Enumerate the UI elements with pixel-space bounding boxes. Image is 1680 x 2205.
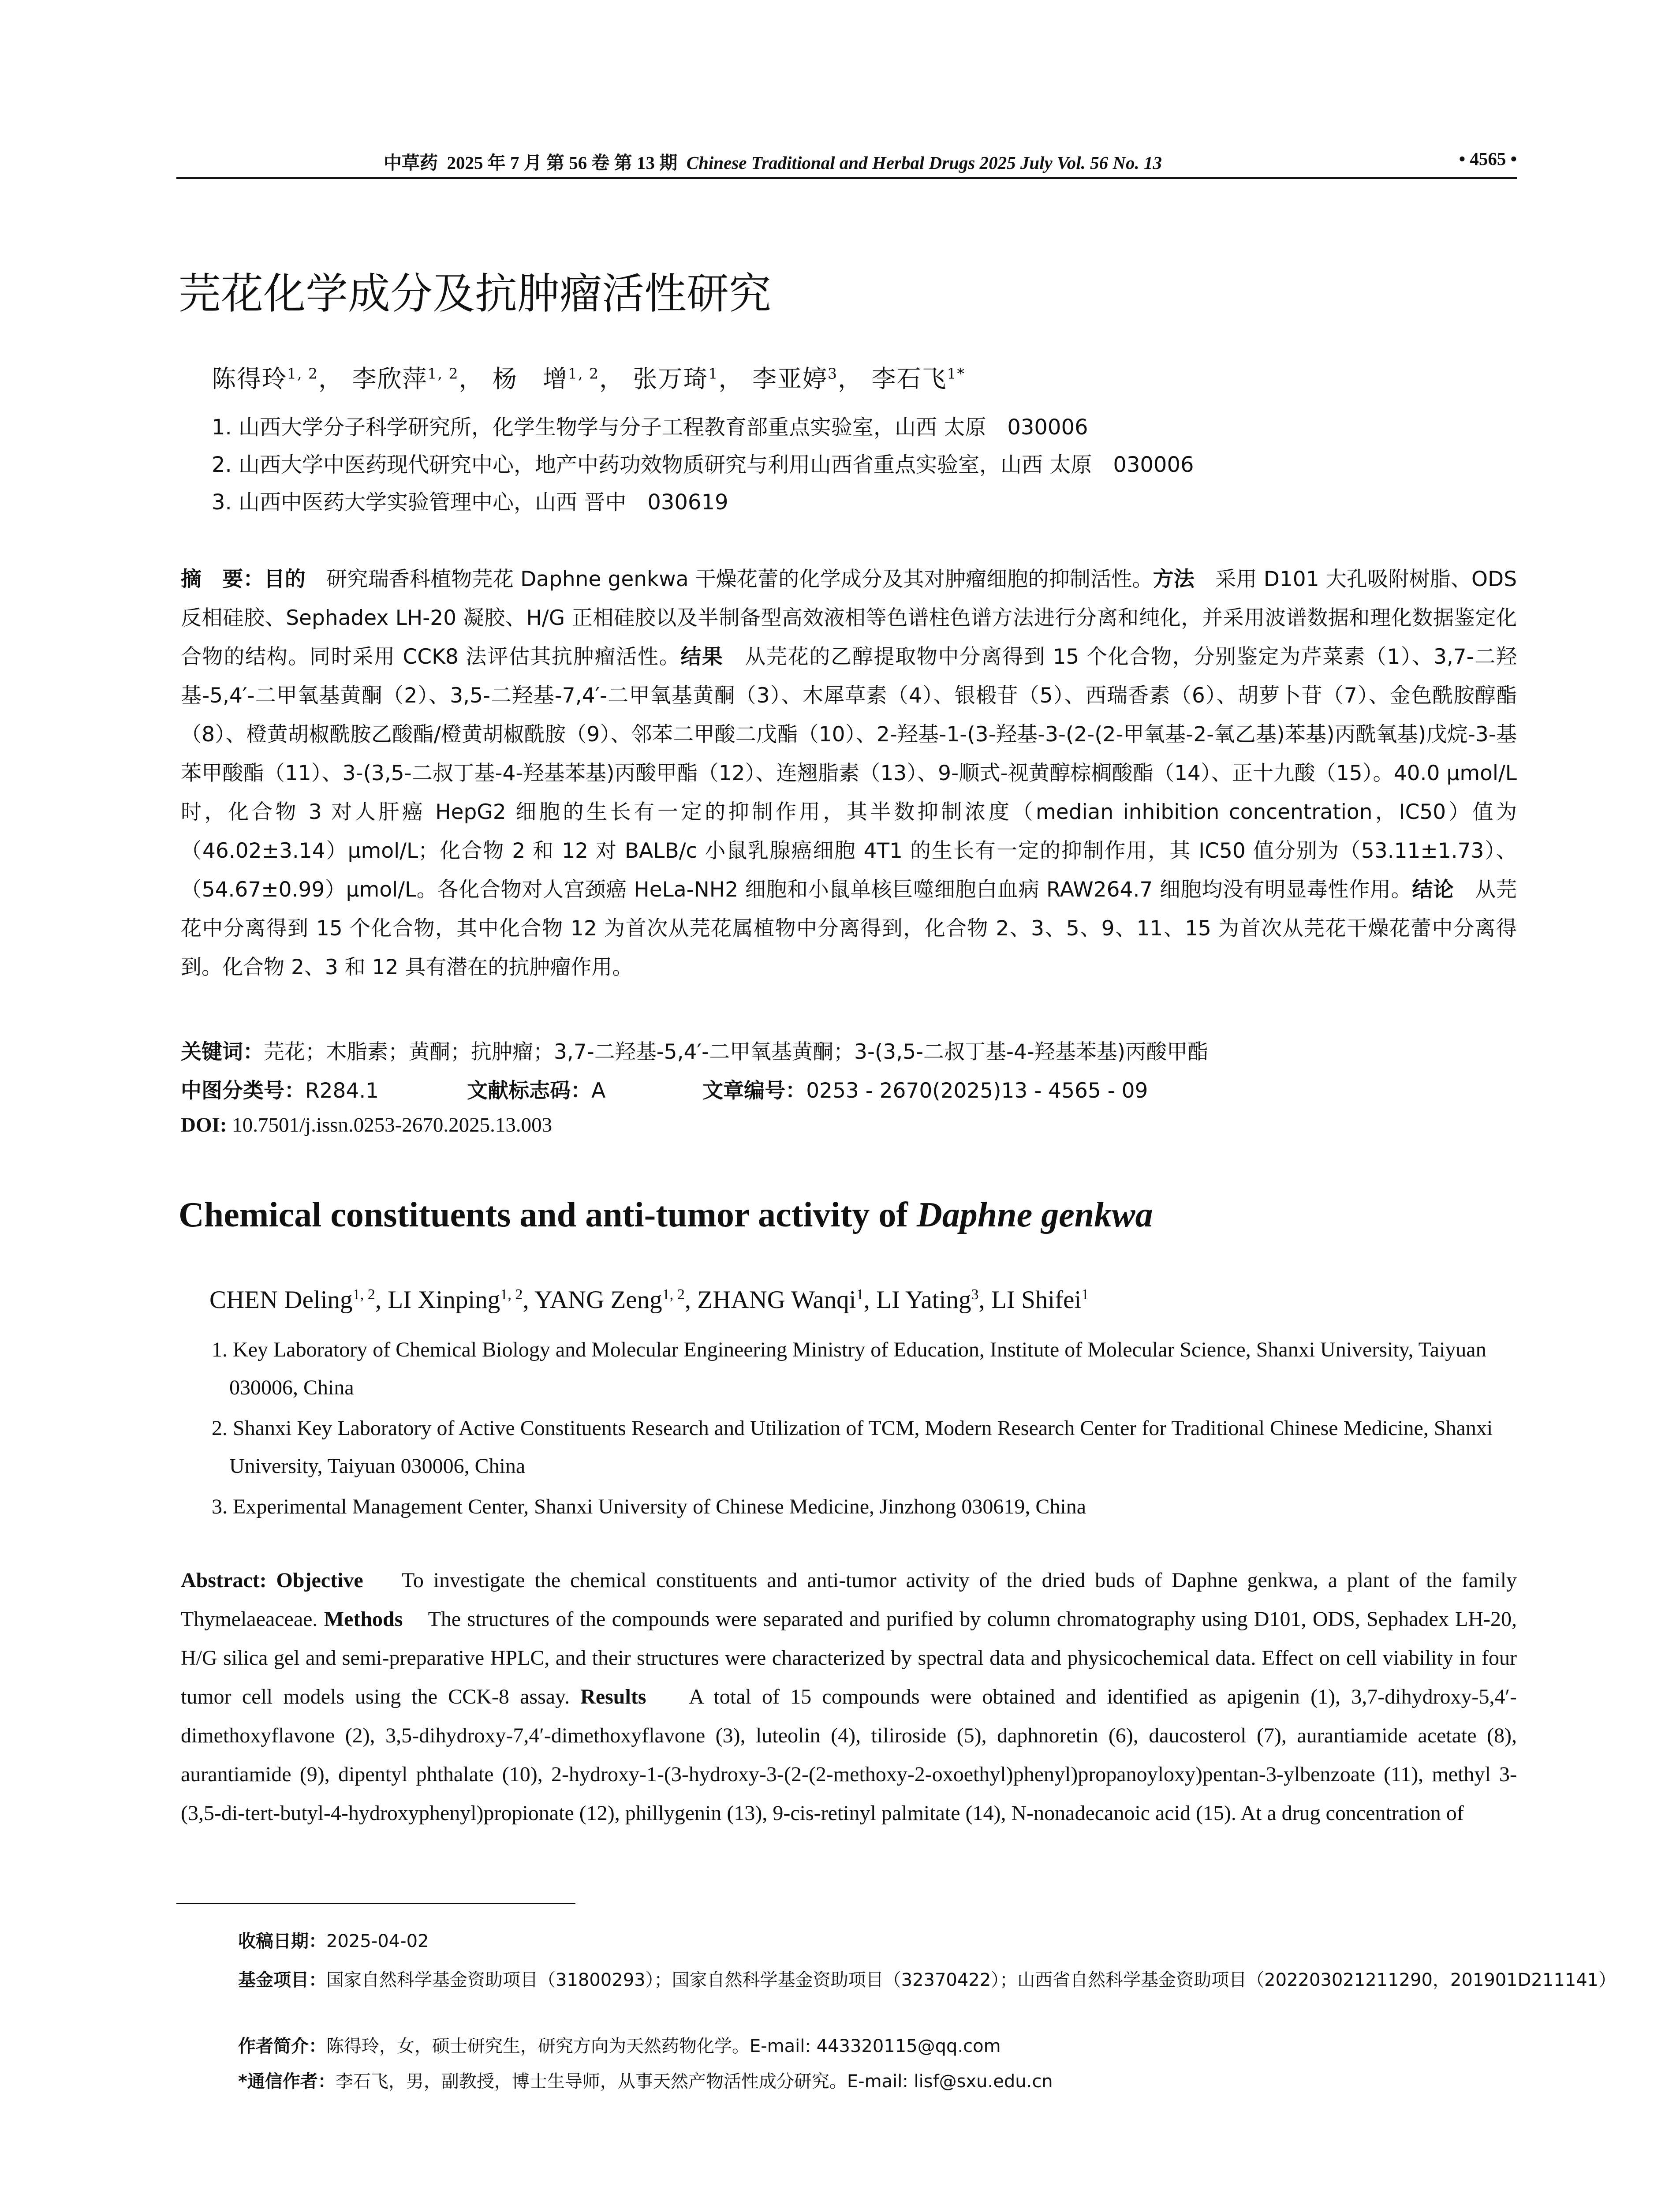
author: 张万琦$^1$ (633, 365, 719, 393)
affiliation-cn-3: 3. 山西中医药大学实验管理中心，山西 晋中 030619 (212, 490, 728, 515)
author: 陈得玲$^{1, 2}$ (212, 365, 318, 393)
footnote-received: 收稿日期：2025-04-02 (238, 1931, 429, 1951)
keywords-cn: 关键词：芫花；木脂素；黄酮；抗肿瘤；3,7-二羟基-5,4′-二甲氧基黄酮；3-(3,5-二叔丁基-4-羟基苯基)丙酸甲酯 (181, 1040, 1209, 1064)
classification: 中图分类号：R284.1 文献标志码：A 文章编号：0253 - 2670(2025)13 - 4565 - 09 (181, 1079, 1148, 1103)
affiliation-cn-1: 1. 山西大学分子科学研究所，化学生物学与分子工程教育部重点实验室，山西 太原 030006 (212, 415, 1088, 440)
journal-name-en: Chinese Traditional and Herbal Drugs 2025 July Vol. 56 No. 13 (686, 153, 1162, 173)
author: CHEN Deling$^{1, 2}$ (209, 1286, 375, 1314)
title-cn: 芫花化学成分及抗肿瘤活性研究 (179, 269, 771, 318)
running-header (176, 146, 1517, 177)
footnote-rule (176, 1903, 575, 1904)
header-journal (384, 148, 1162, 174)
page-number: • 4565 • (1459, 149, 1517, 169)
author: 杨 增$^{1, 2}$ (492, 365, 599, 393)
author: YANG Zeng$^{1, 2}$ (534, 1286, 685, 1314)
author: 李欣萍$^{1, 2}$ (352, 365, 459, 393)
abstract-en: Abstract: Objective To investigate the chemical constituents and anti-tumor activity of the dried buds of Daphne genkwa, a plant of the family Thymelaeaceae. Methods The structures of the compounds were separated and purified by column chromatography using D101, ODS, Sephadex LH-20, H/G silica gel and semi-preparative HPLC, and their structures were characterized by spectral data and physicochemical data. Effect on cell viability in four tumor cell models using the CCK-8 assay. Results A total of 15 compounds were obtained and identified as apigenin (1), 3,7-dihydroxy-5,4′-dimethoxyflavone (2), 3,5-dihydroxy-7,4′-dimethoxyflavone (3), luteolin (4), tiliroside (5), daphnoretin (6), daucosterol (7), aurantiamide acetate (8), aurantiamide (9), dipentyl phthalate (10), 2-hydroxy-1-(3-hydroxy-3-(2-(2-methoxy-2-oxoethyl)phenyl)propanoyloxy)pentan-3-ylbenzoate (11), methyl 3-(3,5-di-tert-butyl-4-hydroxyphenyl)propionate (12), phillygenin (13), 9-cis-retinyl palmitate (14), N-nonadecanoic acid (15). At a drug concentration of (181, 1569, 1517, 1825)
doi: DOI: 10.7501/j.issn.0253-2670.2025.13.003 (181, 1114, 553, 1136)
author: 李石飞$^{1*}$ (871, 365, 965, 393)
journal-name-cn: 中草药 (384, 153, 438, 173)
abstract-cn: 摘 要：目的 研究瑞香科植物芫花 Daphne genkwa 干燥花蕾的化学成分及其对肿瘤细胞的抑制活性。方法 采用 D101 大孔吸附树脂、ODS 反相硅胶、Sephadex LH-20 凝胶、H/G 正相硅胶以及半制备型高效液相等色谱柱色谱方法进行分离和纯化，并采用波谱数据和理化数据鉴定化合物的结构。同时采用 CCK8 法评估其抗肿瘤活性。结果 从芫花的乙醇提取物中分离得到 15 个化合物，分别鉴定为芹菜素（1）、3,7-二羟基-5,4′-二甲氧基黄酮（2）、3,5-二羟基-7,4′-二甲氧基黄酮（3）、木犀草素（4）、银椴苷（5）、西瑞香素（6）、胡萝卜苷（7）、金色酰胺醇酯（8）、橙黄胡椒酰胺乙酸酯/橙黄胡椒酰胺（9）、邻苯二甲酸二戊酯（10）、2-羟基-1-(3-羟基-3-(2-(2-甲氧基-2-氧乙基)苯基)丙酰氧基)戊烷-3-基苯甲酸酯（11）、3-(3,5-二叔丁基-4-羟基苯基)丙酸甲酯（12）、连翘脂素（13）、9-顺式-视黄醇棕榈酸酯（14）、正十九酸（15）。40.0 μmol/L 时，化合物 3 对人肝癌 HepG2 细胞的生长有一定的抑制作用，其半数抑制浓度（median inhibition concentration，IC50）值为（46.02±3.14）μmol/L；化合物 2 和 12 对 BALB/c 小鼠乳腺癌细胞 4T1 的生长有一定的抑制作用，其 IC50 值分别为（53.11±1.73）、（54.67±0.99）μmol/L。各化合物对人宫颈癌 HeLa-NH2 细胞和小鼠单核巨噬细胞白血病 RAW264.7 细胞均没有明显毒性作用。结论 从芫花中分离得到 15 个化合物，其中化合物 12 为首次从芫花属植物中分离得到，化合物 2、3、5、9、11、15 为首次从芫花干燥花蕾中分离得到。化合物 2、3 和 12 具有潜在的抗肿瘤作用。 (181, 567, 1517, 979)
affiliation-en-3: 3. Experimental Management Center, Shanxi University of Chinese Medicine, Jinzhong 030619, China (212, 1495, 1086, 1518)
author: LI Xinping$^{1, 2}$ (388, 1286, 523, 1314)
footnote-author-bio: 作者简介：陈得玲，女，硕士研究生，研究方向为天然药物化学。E-mail: 443320115@qq.com (238, 2036, 1001, 2056)
footnote-funding: 基金项目：国家自然科学基金资助项目（31800293）；国家自然科学基金资助项目（32370422）；山西省自然科学基金资助项目（202203021211290，201901D211141） (238, 1970, 1617, 1990)
issue-cn: 2025 年 7 月 第 56 卷 第 13 期 (447, 153, 678, 173)
affiliation-cn-2: 2. 山西大学中医药现代研究中心，地产中药功效物质研究与利用山西省重点实验室，山西 太原 030006 (212, 452, 1194, 477)
author: 李亚婷$^3$ (752, 365, 838, 393)
header-rule (176, 177, 1517, 179)
footnote-corresponding: *通信作者：李石飞，男，副教授，博士生导师，从事天然产物活性成分研究。E-mail: lisf@sxu.edu.cn (238, 2071, 1053, 2092)
author: LI Yating$^3$ (876, 1286, 979, 1314)
title-en: Chemical constituents and anti-tumor activity of Daphne genkwa (179, 1196, 1153, 1234)
authors-en: CHEN Deling$^{1, 2}$, LI Xinping$^{1, 2}$, YANG Zeng$^{1, 2}$, ZHANG Wanqi$^1$, LI Yating$^3$, LI Shifei$^1$ (209, 1286, 1089, 1314)
authors-cn: 陈得玲$^{1, 2}$， 李欣萍$^{1, 2}$， 杨 增$^{1, 2}$， 张万琦$^1$， 李亚婷$^3$， 李石飞$^{1*}$ (212, 365, 965, 393)
author: LI Shifei$^1$ (991, 1286, 1089, 1314)
affiliation-en-1: 1. Key Laboratory of Chemical Biology and Molecular Engineering Ministry of Education, Institute of Molecular Science, Shanxi University, Taiyuan 030006, China (212, 1338, 1486, 1399)
affiliation-en-2: 2. Shanxi Key Laboratory of Active Constituents Research and Utilization of TCM, Modern Research Center for Traditional Chinese Medicine, Shanxi University, Taiyuan 030006, China (212, 1416, 1493, 1478)
author: ZHANG Wanqi$^1$ (697, 1286, 864, 1314)
